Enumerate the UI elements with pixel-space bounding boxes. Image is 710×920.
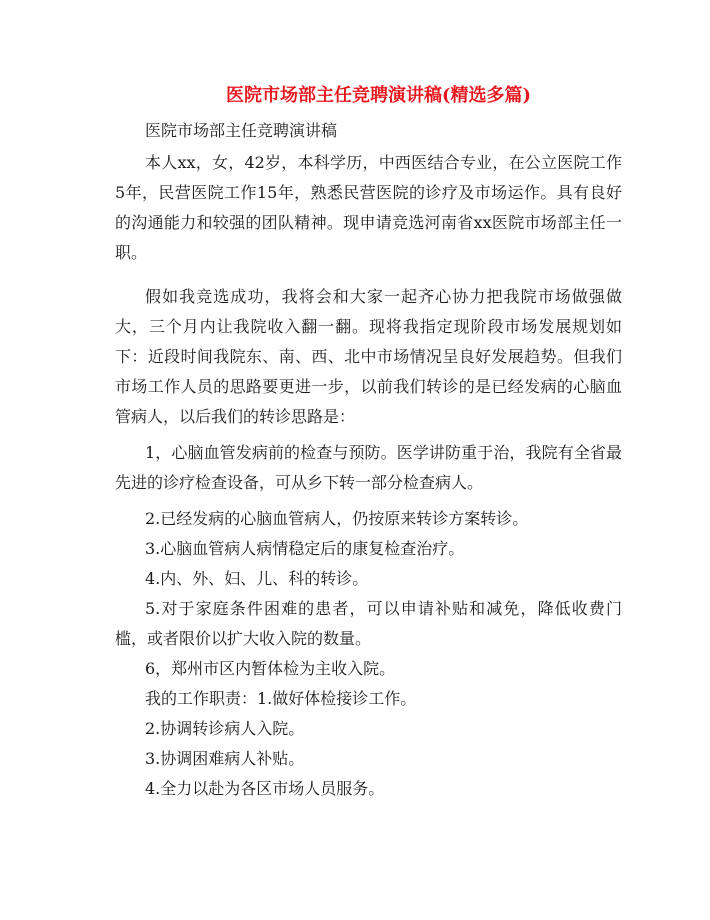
duties-item-4: 4.全力以赴为各区市场人员服务。 <box>145 779 385 798</box>
list-item-1: 1，心脑血管发病前的检查与预防。医学讲防重于治，我院有全省最先进的诊疗检查设备，可从乡下转一部分检查病人。 <box>115 443 622 492</box>
list-item-3: 3.心脑血管病人病情稳定后的康复检查治疗。 <box>145 539 465 558</box>
list-item-2: 2.已经发病的心脑血管病人，仍按原来转诊方案转诊。 <box>145 509 529 528</box>
list-item-4: 4.内、外、妇、儿、科的转诊。 <box>145 569 369 588</box>
duties-item-3: 3.协调困难病人补贴。 <box>145 749 305 768</box>
list-item-5: 5.对于家庭条件困难的患者，可以申请补贴和减免，降低收费门槛，或者限价以扩大收入院的数量。 <box>115 599 622 648</box>
duties-item-1: 我的工作职责：1.做好体检接诊工作。 <box>145 689 417 708</box>
paragraph-intro: 本人xx，女，42岁，本科学历，中西医结合专业，在公立医院工作5年，民营医院工作15年，熟悉民营医院的诊疗及市场运作。具有良好的沟通能力和较强的团队精神。现申请竞选河南省xx医院市场部主任一职。 <box>115 153 622 262</box>
duties-item-2: 2.协调转诊病人入院。 <box>145 719 305 738</box>
document-subtitle: 医院市场部主任竞聘演讲稿 <box>145 121 338 140</box>
paragraph-plan: 假如我竞选成功，我将会和大家一起齐心协力把我院市场做强做大，三个月内让我院收入翻一翻。现将我指定现阶段市场发展规划如下：近段时间我院东、南、西、北中市场情况呈良好发展趋势。但我们市场工作人员的思路要更进一步，以前我们转诊的是已经发病的心脑血管病人，以后我们的转诊思路是： <box>115 287 622 426</box>
document-title: 医院市场部主任竞聘演讲稿(精选多篇) <box>225 85 532 106</box>
list-item-6: 6，郑州市区内暂体检为主收入院。 <box>145 659 396 678</box>
